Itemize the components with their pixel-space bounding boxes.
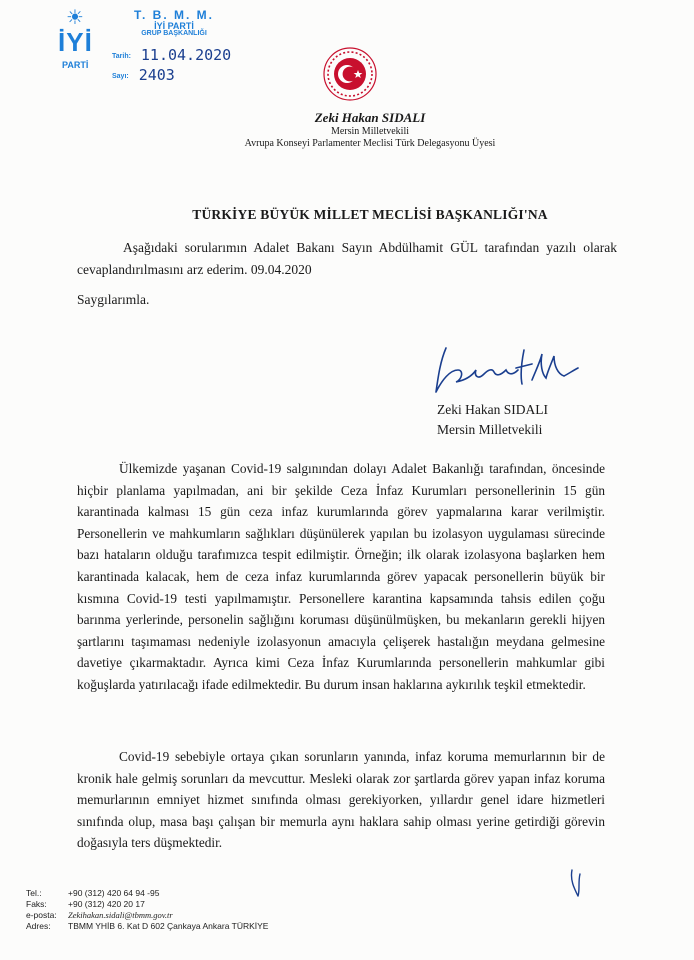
stamp-org-line3: GRUP BAŞKANLIĞI xyxy=(141,30,207,37)
footer-email xyxy=(26,910,268,921)
signatory-title: Mersin Milletvekili xyxy=(437,422,543,437)
handwritten-signature xyxy=(428,340,588,400)
header-name: Zeki Hakan SIDALI xyxy=(314,110,426,125)
stamp-date-row xyxy=(112,44,232,64)
header-title: Mersin Milletvekili xyxy=(330,126,410,137)
footer-fax-value: +90 (312) 420 20 17 xyxy=(68,899,145,909)
footer-address xyxy=(26,921,268,932)
stamp-date-value: 11.04.2020 xyxy=(140,46,232,64)
body-paragraph-2: Covid-19 sebebiyle ortaya çıkan sorunların yanında, infaz koruma memurlarının bir de kronik hale gelmiş sorunları da mevcuttur. Mesleki olarak zor şartlarda görev yapan infaz koruma memurlarının emniyet hizmet sınıfında olması gerekiyorken, yıllardır genel idare hizmetleri sınıfında olup, masa başı çalışan bir memurla aynı haklara sahip olması yerine getirdiği görevin doğasıyla ters düşmektedir. xyxy=(77,749,605,851)
party-logo-text: İYİ xyxy=(58,27,93,57)
party-logo xyxy=(56,8,102,74)
party-stamp xyxy=(52,6,232,84)
footer-email-value: Zekihakan.sidali@tbmm.gov.tr xyxy=(68,910,173,920)
initial-mark-icon xyxy=(566,866,586,906)
sun-icon: ☀ xyxy=(66,7,84,29)
contact-footer xyxy=(26,888,268,932)
stamp-org-line1: T. B. M. M. xyxy=(134,8,214,22)
greeting: Saygılarımla. xyxy=(77,292,150,307)
stamp-date-label: Tarih: xyxy=(112,53,131,60)
footer-fax-label: Faks: xyxy=(26,899,47,909)
stamp-org-line2: İYİ PARTİ xyxy=(154,21,194,31)
body-paragraph-1: Ülkemizde yaşanan Covid-19 salgınından dolayı Adalet Bakanlığı tarafından, öncesinde hiçbir planlama yapılmadan, ani bir şekilde Ceza İnfaz Kurumları personellerinin 15 gün karantinada kalması 15 gün ceza infaz kurumlarında görev yapmalarına karar verilmiştir. Personellerin ve mahkumların sağlıkları düşünülerek yapılan bu izolasyon uygulaması sürecinde bazı hataların olduğu tarafımızca tespit edilmiştir. Örneğin; ilk olarak izolasyona başlarken hem karantinada kalacak, hem de ceza infaz kurumlarında görev yapacak personellerin büyük bir kısmına Covid-19 testi yapılmamıştır. Personellere karantina kapsamında tahsis edilen çoğu barınma yerlerinde, personelin sağlığını koruması düşünülmüşken, bu mekanların gerekli hijyen şartlarını taşımaması nedeniyle izolasyonun amacıyla çelişerek hastalığın meydana gelmesine davetiye çıkarmaktadır. Ayrıca kimi Ceza İnfaz Kurumlarında personellerin mahkumlar gibi koğuşlarda yatırılacağı ifade edilmektedir. Bu durum insan haklarına aykırılık teşkil etmektedir. xyxy=(77,461,605,692)
footer-address-value: TBMM YHİB 6. Kat D 602 Çankaya Ankara TÜRKİYE xyxy=(68,921,269,931)
header-role: Avrupa Konseyi Parlamenter Meclisi Türk Delegasyonu Üyesi xyxy=(244,138,496,149)
footer-tel-label: Tel.: xyxy=(26,888,42,898)
stamp-number-value: 2403 xyxy=(138,66,175,84)
stamp-number-row xyxy=(112,64,175,84)
footer-tel xyxy=(26,888,268,899)
stamp-org xyxy=(112,8,236,37)
stamp-number-label: Sayı: xyxy=(112,73,129,80)
document-heading: TÜRKİYE BÜYÜK MİLLET MECLİSİ BAŞKANLIĞI'NA xyxy=(192,207,548,222)
tbmm-emblem-icon xyxy=(322,46,378,102)
party-logo-sub: PARTİ xyxy=(62,60,89,70)
intro-paragraph: Aşağıdaki sorularımın Adalet Bakanı Sayın Abdülhamit GÜL tarafından yazılı olarak cevaplandırılmasını arz ederim. 09.04.2020 xyxy=(77,240,617,277)
footer-email-label: e-posta: xyxy=(26,910,57,920)
signatory-name: Zeki Hakan SIDALI xyxy=(437,402,548,417)
footer-address-label: Adres: xyxy=(26,921,51,931)
footer-fax xyxy=(26,899,268,910)
footer-tel-value: +90 (312) 420 64 94 -95 xyxy=(68,888,160,898)
